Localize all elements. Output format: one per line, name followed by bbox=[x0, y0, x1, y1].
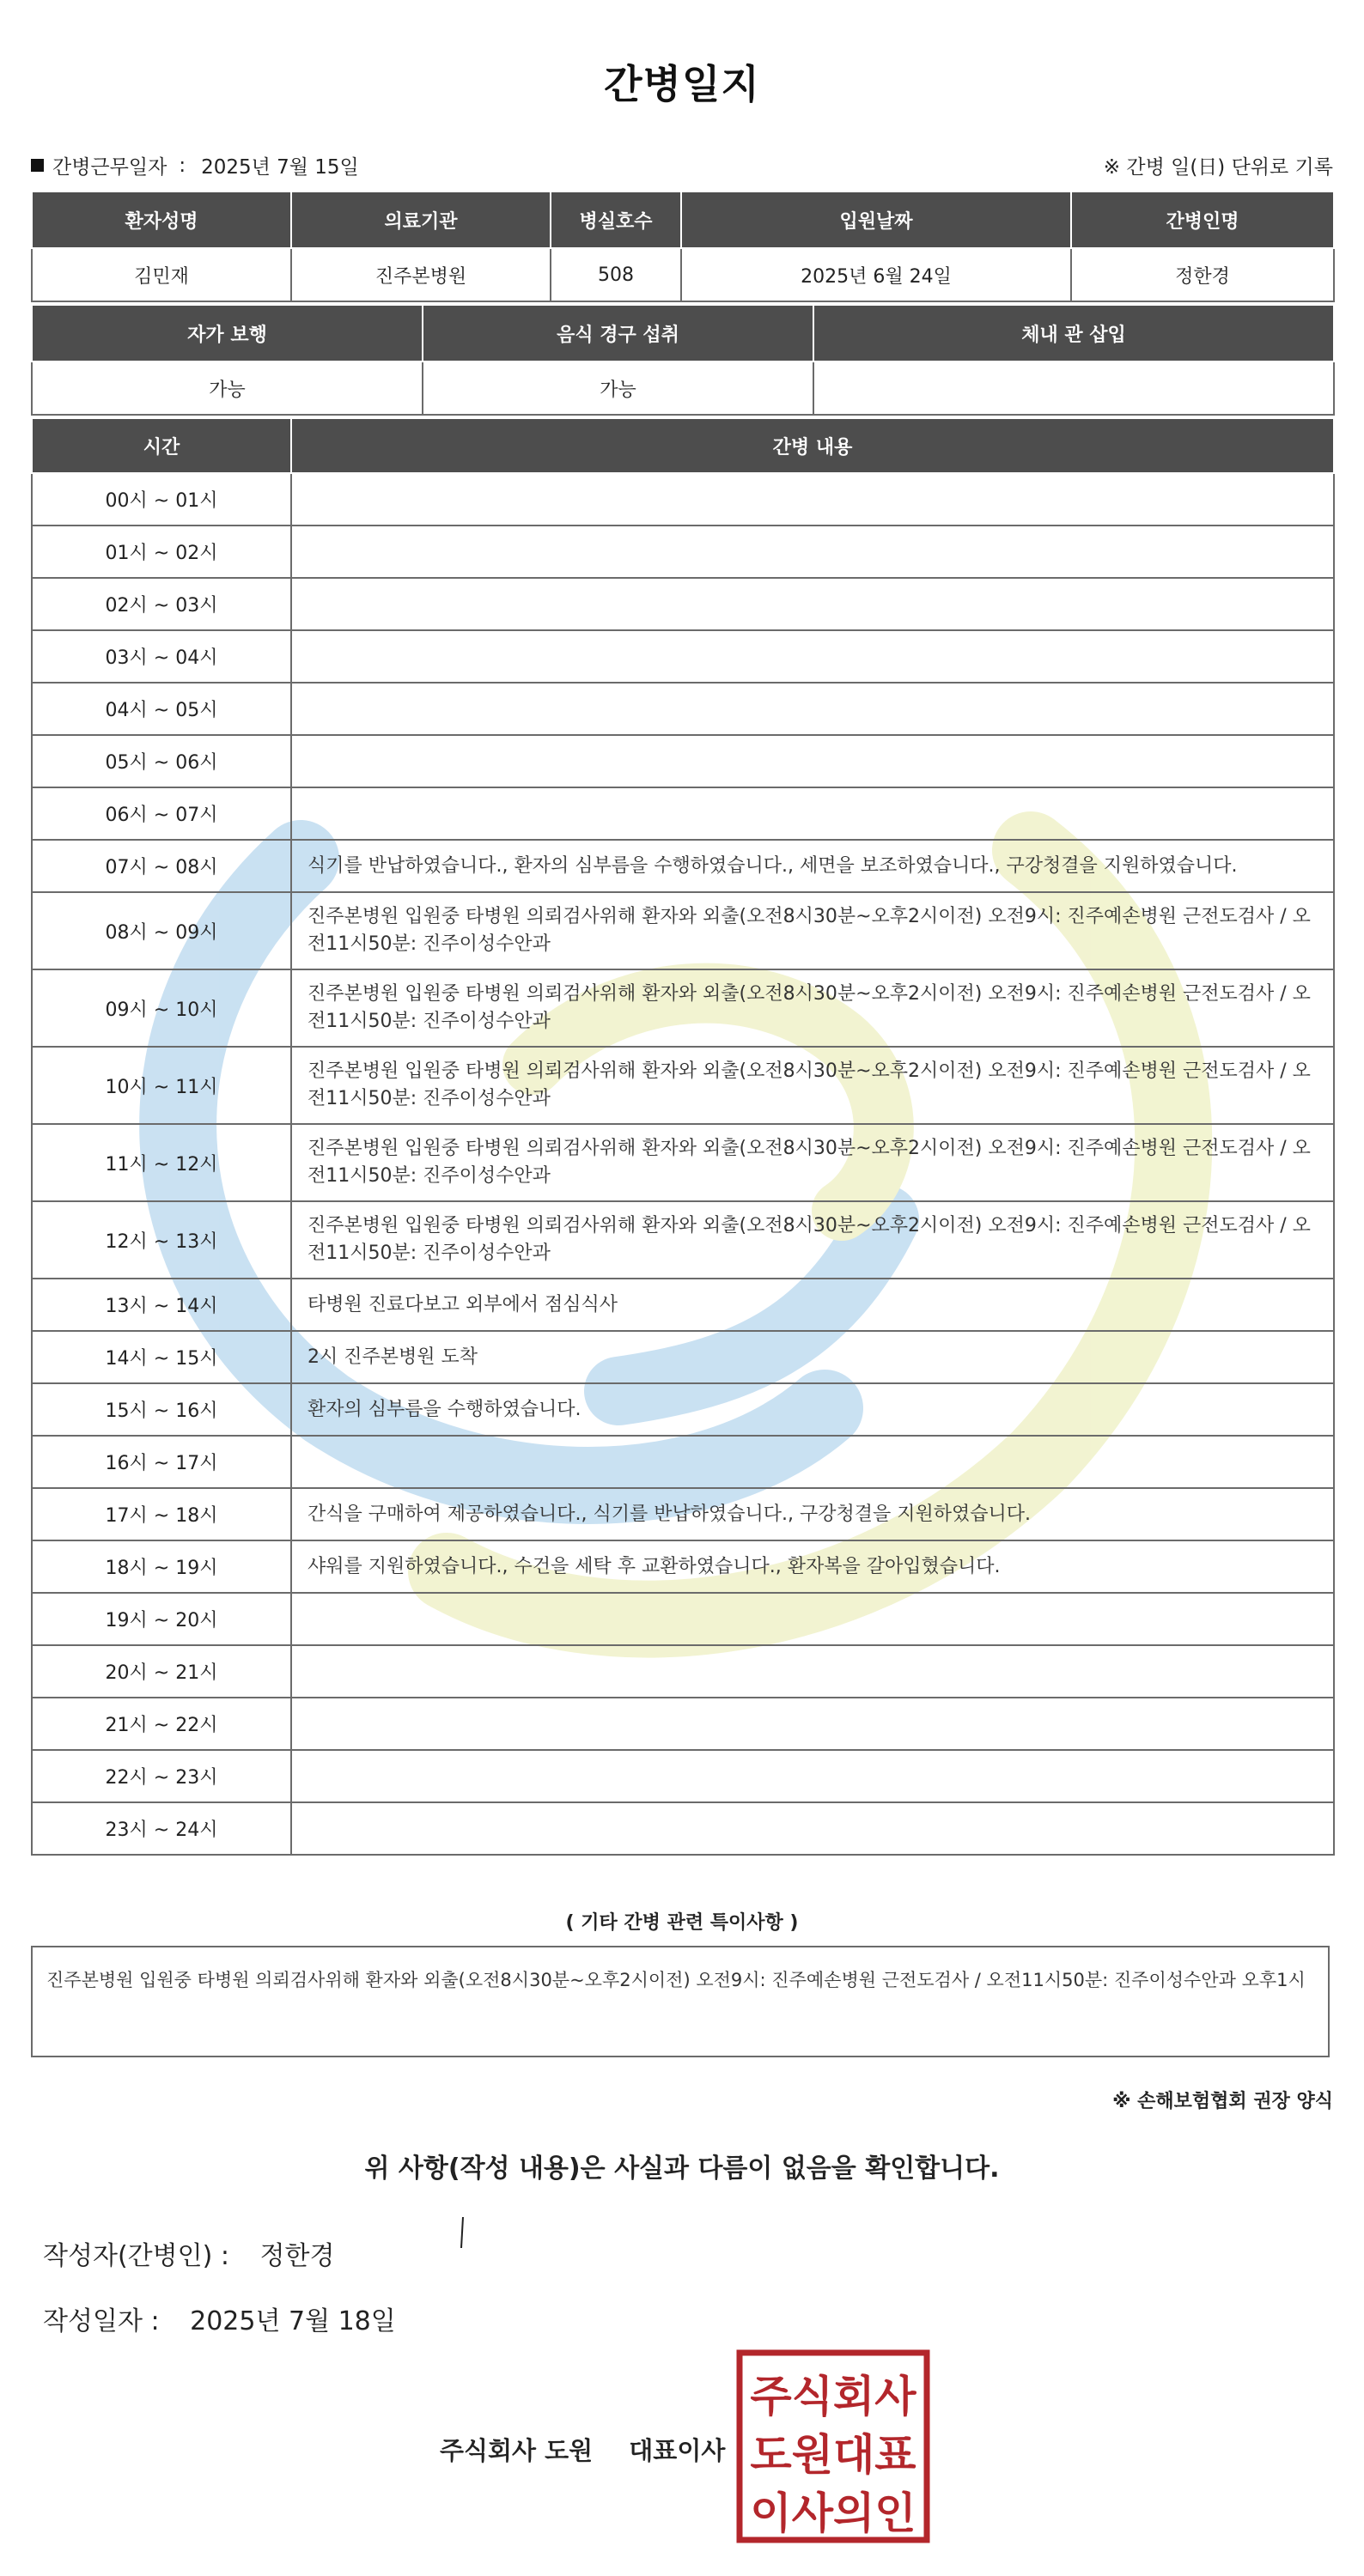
room-number: 508 bbox=[551, 248, 681, 301]
self-walking-value: 가능 bbox=[32, 361, 423, 415]
log-row bbox=[32, 1124, 1334, 1201]
log-row bbox=[32, 1047, 1334, 1124]
page-title: 간병일지 bbox=[604, 61, 760, 107]
log-time: 22시 ~ 23시 bbox=[32, 1750, 291, 1802]
log-content bbox=[291, 1750, 1334, 1802]
log-content: 진주본병원 입원중 타병원 의뢰검사위해 환자와 외출(오전8시30분~오후2시이전) 오전9시: 진주예손병원 근전도검사 / 오전11시50분: 진주이성수안과 bbox=[291, 1201, 1334, 1279]
log-time: 03시 ~ 04시 bbox=[32, 630, 291, 683]
writer-line bbox=[43, 2234, 334, 2272]
log-time: 23시 ~ 24시 bbox=[32, 1802, 291, 1855]
log-content bbox=[291, 473, 1334, 526]
log-time: 14시 ~ 15시 bbox=[32, 1331, 291, 1383]
log-row bbox=[32, 1750, 1334, 1802]
unit-note: ※ 간병 일(日) 단위로 기록 bbox=[1103, 156, 1333, 179]
log-content: 진주본병원 입원중 타병원 의뢰검사위해 환자와 외출(오전8시30분~오후2시이전) 오전9시: 진주예손병원 근전도검사 / 오전11시50분: 진주이성수안과 bbox=[291, 1047, 1334, 1124]
write-date-value: 2025년 7월 18일 bbox=[190, 2306, 396, 2336]
duty-date-label: 간병근무일자 bbox=[52, 156, 167, 179]
patient-name: 김민재 bbox=[32, 248, 291, 301]
log-row bbox=[32, 1540, 1334, 1593]
header-tube-insertion: 체내 관 삽입 bbox=[813, 305, 1334, 361]
log-time: 12시 ~ 13시 bbox=[32, 1201, 291, 1279]
special-notes-title: ( 기타 간병 관련 특이사항 ) bbox=[565, 1912, 799, 1934]
care-log-table bbox=[31, 417, 1335, 1856]
log-time: 19시 ~ 20시 bbox=[32, 1593, 291, 1645]
header-oral-intake: 음식 경구 섭취 bbox=[423, 305, 813, 361]
writer-name: 정한경 bbox=[259, 2241, 335, 2271]
log-content bbox=[291, 578, 1334, 630]
log-content bbox=[291, 683, 1334, 735]
log-row bbox=[32, 969, 1334, 1047]
log-row bbox=[32, 892, 1334, 969]
tube-insertion-value bbox=[813, 361, 1334, 415]
confirmation-statement: 위 사항(작성 내용)은 사실과 다름이 없음을 확인합니다. bbox=[364, 2154, 1000, 2184]
log-content bbox=[291, 787, 1334, 840]
header-hospital: 의료기관 bbox=[291, 191, 551, 248]
log-time: 05시 ~ 06시 bbox=[32, 735, 291, 787]
admission-date: 2025년 6월 24일 bbox=[681, 248, 1071, 301]
log-row bbox=[32, 1802, 1334, 1855]
seal-line-2: 도원대표 bbox=[750, 2430, 916, 2480]
log-row bbox=[32, 1488, 1334, 1540]
log-row bbox=[32, 1645, 1334, 1698]
hospital-name: 진주본병원 bbox=[291, 248, 551, 301]
log-row bbox=[32, 630, 1334, 683]
log-content: 식기를 반납하였습니다., 환자의 심부름을 수행하였습니다., 세면을 보조하였습니다., 구강청결을 지원하였습니다. bbox=[291, 840, 1334, 892]
writer-label: 작성자(간병인) : bbox=[43, 2241, 229, 2271]
log-row bbox=[32, 1331, 1334, 1383]
header-caregiver-name: 간병인명 bbox=[1071, 191, 1334, 248]
log-row bbox=[32, 526, 1334, 578]
log-time: 04시 ~ 05시 bbox=[32, 683, 291, 735]
log-content bbox=[291, 1802, 1334, 1855]
log-time: 01시 ~ 02시 bbox=[32, 526, 291, 578]
caregiver-name: 정한경 bbox=[1071, 248, 1334, 301]
log-time: 11시 ~ 12시 bbox=[32, 1124, 291, 1201]
header-room: 병실호수 bbox=[551, 191, 681, 248]
log-time: 18시 ~ 19시 bbox=[32, 1540, 291, 1593]
signature-mark bbox=[460, 2217, 464, 2248]
duty-date bbox=[31, 151, 359, 179]
seal-line-3: 이사의인 bbox=[750, 2488, 916, 2538]
log-row bbox=[32, 1698, 1334, 1750]
log-row bbox=[32, 473, 1334, 526]
log-time: 09시 ~ 10시 bbox=[32, 969, 291, 1047]
log-content bbox=[291, 526, 1334, 578]
special-notes-box: 진주본병원 입원중 타병원 의뢰검사위해 환자와 외출(오전8시30분~오후2시이전) 오전9시: 진주예손병원 근전도검사 / 오전11시50분: 진주이성수안과 오후1시 bbox=[31, 1946, 1330, 2057]
log-time: 08시 ~ 09시 bbox=[32, 892, 291, 969]
header-patient-name: 환자성명 bbox=[32, 191, 291, 248]
company-seal-stamp bbox=[736, 2349, 930, 2543]
log-content: 환자의 심부름을 수행하였습니다. bbox=[291, 1383, 1334, 1436]
company-role: 대표이사 bbox=[629, 2436, 726, 2465]
log-row bbox=[32, 1279, 1334, 1331]
log-content: 진주본병원 입원중 타병원 의뢰검사위해 환자와 외출(오전8시30분~오후2시이전) 오전9시: 진주예손병원 근전도검사 / 오전11시50분: 진주이성수안과 bbox=[291, 892, 1334, 969]
log-content bbox=[291, 735, 1334, 787]
seal-line-1: 주식회사 bbox=[750, 2372, 916, 2421]
duty-date-separator: : bbox=[179, 154, 186, 177]
square-bullet-icon bbox=[31, 159, 44, 172]
log-time: 15시 ~ 16시 bbox=[32, 1383, 291, 1436]
log-time: 20시 ~ 21시 bbox=[32, 1645, 291, 1698]
log-time: 17시 ~ 18시 bbox=[32, 1488, 291, 1540]
company-name: 주식회사 도원 bbox=[440, 2436, 594, 2465]
log-time: 07시 ~ 08시 bbox=[32, 840, 291, 892]
log-time: 02시 ~ 03시 bbox=[32, 578, 291, 630]
oral-intake-value: 가능 bbox=[423, 361, 813, 415]
log-row bbox=[32, 1593, 1334, 1645]
log-row bbox=[32, 735, 1334, 787]
log-row bbox=[32, 787, 1334, 840]
log-time: 10시 ~ 11시 bbox=[32, 1047, 291, 1124]
write-date-label: 작성일자 : bbox=[43, 2306, 160, 2336]
header-admission-date: 입원날짜 bbox=[681, 191, 1071, 248]
form-note: ※ 손해보험협회 권장 양식 bbox=[1112, 2091, 1333, 2112]
log-content bbox=[291, 1698, 1334, 1750]
log-content: 진주본병원 입원중 타병원 의뢰검사위해 환자와 외출(오전8시30분~오후2시이전) 오전9시: 진주예손병원 근전도검사 / 오전11시50분: 진주이성수안과 bbox=[291, 1124, 1334, 1201]
log-content: 간식을 구매하여 제공하였습니다., 식기를 반납하였습니다., 구강청결을 지원하였습니다. bbox=[291, 1488, 1334, 1540]
log-row bbox=[32, 683, 1334, 735]
log-content: 진주본병원 입원중 타병원 의뢰검사위해 환자와 외출(오전8시30분~오후2시이전) 오전9시: 진주예손병원 근전도검사 / 오전11시50분: 진주이성수안과 bbox=[291, 969, 1334, 1047]
log-content: 타병원 진료다보고 외부에서 점심식사 bbox=[291, 1279, 1334, 1331]
log-content: 2시 진주본병원 도착 bbox=[291, 1331, 1334, 1383]
log-row bbox=[32, 1383, 1334, 1436]
header-time: 시간 bbox=[32, 418, 291, 473]
log-time: 21시 ~ 22시 bbox=[32, 1698, 291, 1750]
log-time: 06시 ~ 07시 bbox=[32, 787, 291, 840]
log-content: 샤워를 지원하였습니다., 수건을 세탁 후 교환하였습니다., 환자복을 갈아입혔습니다. bbox=[291, 1540, 1334, 1593]
patient-status-table bbox=[31, 304, 1335, 416]
log-row bbox=[32, 840, 1334, 892]
header-self-walking: 자가 보행 bbox=[32, 305, 423, 361]
duty-date-value: 2025년 7월 15일 bbox=[201, 156, 359, 179]
log-content bbox=[291, 1645, 1334, 1698]
log-content bbox=[291, 1436, 1334, 1488]
company-line bbox=[440, 2432, 725, 2467]
log-content bbox=[291, 630, 1334, 683]
log-row bbox=[32, 578, 1334, 630]
write-date-line bbox=[43, 2300, 396, 2337]
log-row bbox=[32, 1436, 1334, 1488]
header-care-content: 간병 내용 bbox=[291, 418, 1334, 473]
log-row bbox=[32, 1201, 1334, 1279]
log-time: 13시 ~ 14시 bbox=[32, 1279, 291, 1331]
log-time: 16시 ~ 17시 bbox=[32, 1436, 291, 1488]
patient-info-table bbox=[31, 191, 1335, 302]
log-content bbox=[291, 1593, 1334, 1645]
log-time: 00시 ~ 01시 bbox=[32, 473, 291, 526]
